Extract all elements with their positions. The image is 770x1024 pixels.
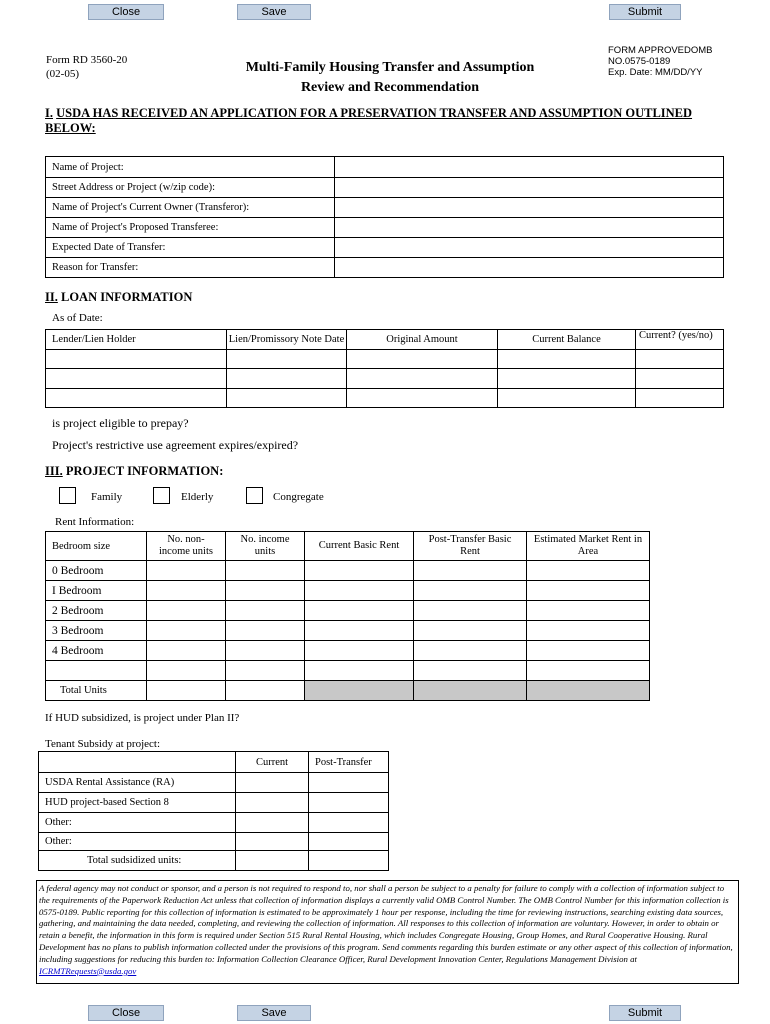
loan-cell[interactable] (347, 350, 498, 369)
rent-cell[interactable] (414, 621, 527, 641)
total-subsidized-current[interactable] (236, 851, 309, 871)
col-income-units: No. income units (226, 532, 305, 561)
rent-cell[interactable] (527, 621, 650, 641)
rent-cell[interactable] (147, 661, 226, 681)
project-name-field[interactable] (335, 157, 724, 178)
rent-cell[interactable] (414, 581, 527, 601)
submit-button-bottom[interactable]: Submit (609, 1005, 681, 1021)
subsidy-cell[interactable] (236, 813, 309, 833)
rent-row-label: 0 Bedroom (46, 561, 147, 581)
approved-line-1: FORM APPROVEDOMB (608, 45, 713, 56)
email-link[interactable]: ICRMTRequests@usda.gov (39, 965, 137, 976)
loan-cell[interactable] (227, 389, 347, 408)
project-info-table (45, 156, 724, 278)
rent-row-label: I Bedroom (46, 581, 147, 601)
rent-cell[interactable] (147, 641, 226, 661)
label-proposed-transferee: Name of Project's Proposed Transferee: (46, 218, 335, 238)
rent-cell[interactable] (226, 561, 305, 581)
label-transfer-date: Expected Date of Transfer: (46, 238, 335, 258)
form-date: (02-05) (46, 68, 79, 80)
loan-cell[interactable] (498, 389, 636, 408)
loan-cell[interactable] (636, 369, 724, 389)
section-1-heading (45, 106, 735, 136)
loan-cell[interactable] (46, 389, 227, 408)
total-units-label: Total Units (46, 681, 147, 701)
elderly-checkbox[interactable] (153, 487, 170, 504)
rent-cell[interactable] (226, 641, 305, 661)
section-2-number: II. (45, 290, 58, 304)
section-3-number: III. (45, 464, 63, 478)
tenant-subsidy-label: Tenant Subsidy at project: (45, 738, 161, 750)
rent-cell[interactable] (527, 561, 650, 581)
subsidy-cell[interactable] (309, 793, 389, 813)
save-button-bottom[interactable]: Save (237, 1005, 311, 1021)
rent-cell[interactable] (414, 601, 527, 621)
subsidy-cell[interactable] (236, 793, 309, 813)
loan-cell[interactable] (347, 389, 498, 408)
rent-info-label: Rent Information: (55, 516, 135, 528)
section-1-title-line-1: USDA HAS RECEIVED AN APPLICATION FOR A PRESERVATION TRANSFER AND ASSUMPTION OUTLINED (56, 106, 693, 120)
rent-cell[interactable] (147, 561, 226, 581)
loan-cell[interactable] (227, 350, 347, 369)
rent-cell[interactable] (414, 661, 527, 681)
loan-cell[interactable] (46, 350, 227, 369)
col-post-transfer-rent: Post-Transfer Basic Rent (414, 532, 527, 561)
rent-row-label: 3 Bedroom (46, 621, 147, 641)
submit-button[interactable]: Submit (609, 4, 681, 20)
approved-line-2: NO.0575-0189 (608, 56, 671, 67)
subsidy-cell[interactable] (309, 773, 389, 793)
loan-cell[interactable] (347, 369, 498, 389)
title-line-1: Multi-Family Housing Transfer and Assumption (245, 60, 535, 75)
rent-cell[interactable] (147, 621, 226, 641)
subsidy-cell[interactable] (236, 773, 309, 793)
col-lender: Lender/Lien Holder (46, 330, 227, 350)
rent-cell[interactable] (527, 601, 650, 621)
section-2-heading (45, 290, 192, 305)
total-subsidized-label: Total sudsidized units: (39, 851, 236, 871)
grey-cell (305, 681, 414, 701)
eligible-prepay-question: is project eligible to prepay? (52, 416, 189, 430)
rent-cell[interactable] (527, 641, 650, 661)
current-owner-field[interactable] (335, 198, 724, 218)
subsidy-col-current: Current (236, 752, 309, 773)
label-street-address: Street Address or Project (w/zip code): (46, 178, 335, 198)
total-non-income-units[interactable] (147, 681, 226, 701)
rent-cell[interactable] (527, 661, 650, 681)
subsidy-cell[interactable] (309, 813, 389, 833)
as-of-date-label: As of Date: (52, 312, 103, 324)
section-3-title: PROJECT INFORMATION: (65, 464, 224, 478)
loan-cell[interactable] (636, 350, 724, 369)
rent-cell[interactable] (414, 561, 527, 581)
subsidy-row-label: HUD project-based Section 8 (39, 793, 236, 813)
rent-cell[interactable] (147, 601, 226, 621)
transfer-reason-field[interactable] (335, 258, 724, 278)
congregate-label: Congregate (273, 491, 324, 503)
col-current-basic-rent: Current Basic Rent (305, 532, 414, 561)
col-current-yes-no: Current? (yes/no) (636, 330, 724, 350)
rent-table (45, 531, 650, 701)
subsidy-row-label: Other: (39, 833, 236, 851)
rent-cell[interactable] (305, 601, 414, 621)
rent-cell[interactable] (305, 621, 414, 641)
subsidy-row-label: Other: (39, 813, 236, 833)
rent-cell[interactable] (226, 661, 305, 681)
rent-cell[interactable] (305, 661, 414, 681)
rent-cell[interactable] (305, 581, 414, 601)
restrictive-use-question: Project's restrictive use agreement expires/expired? (52, 438, 299, 452)
street-address-field[interactable] (335, 178, 724, 198)
subsidy-cell[interactable] (309, 833, 389, 851)
title-line-2: Review and Recommendation (300, 80, 480, 95)
subsidy-col-post-transfer: Post-Transfer (309, 752, 389, 773)
omb-approval (608, 45, 713, 78)
total-income-units[interactable] (226, 681, 305, 701)
close-button[interactable]: Close (88, 4, 164, 20)
hud-plan-question: If HUD subsidized, is project under Plan II? (45, 712, 240, 724)
rent-cell[interactable] (305, 561, 414, 581)
section-1-title-line-2: BELOW: (45, 121, 96, 135)
subsidy-row-label: USDA Rental Assistance (RA) (39, 773, 236, 793)
grey-cell (414, 681, 527, 701)
rent-cell[interactable] (305, 641, 414, 661)
subsidy-col-blank (39, 752, 236, 773)
col-original-amount: Original Amount (347, 330, 498, 350)
col-bedroom-size: Bedroom size (46, 532, 147, 561)
section-1-number: I. (45, 106, 53, 120)
paperwork-reduction-notice (36, 880, 739, 984)
loan-cell[interactable] (498, 350, 636, 369)
rent-cell[interactable] (226, 581, 305, 601)
loan-table (45, 329, 724, 408)
rent-cell[interactable] (414, 641, 527, 661)
section-2-title: LOAN INFORMATION (60, 290, 193, 304)
elderly-label: Elderly (181, 491, 214, 503)
loan-cell[interactable] (636, 389, 724, 408)
family-checkbox[interactable] (59, 487, 76, 504)
family-label: Family (91, 491, 123, 503)
rent-cell[interactable] (147, 581, 226, 601)
close-button-bottom[interactable]: Close (88, 1005, 164, 1021)
page-title (210, 58, 570, 98)
rent-row-label (46, 661, 147, 681)
save-button[interactable]: Save (237, 4, 311, 20)
grey-cell (527, 681, 650, 701)
col-note-date: Lien/Promissory Note Date (227, 330, 347, 350)
label-project-name: Name of Project: (46, 157, 335, 178)
rent-row-label: 4 Bedroom (46, 641, 147, 661)
form-number: Form RD 3560-20 (46, 54, 128, 66)
rent-cell[interactable] (226, 601, 305, 621)
total-subsidized-post[interactable] (309, 851, 389, 871)
subsidy-table (38, 751, 389, 871)
rent-cell[interactable] (527, 581, 650, 601)
transfer-date-field[interactable] (335, 238, 724, 258)
approved-line-3: Exp. Date: MM/DD/YY (608, 67, 703, 78)
col-market-rent: Estimated Market Rent in Area (527, 532, 650, 561)
congregate-checkbox[interactable] (246, 487, 263, 504)
col-current-balance: Current Balance (498, 330, 636, 350)
loan-cell[interactable] (227, 369, 347, 389)
label-current-owner: Name of Project's Current Owner (Transferor): (46, 198, 335, 218)
col-non-income-units: No. non-income units (147, 532, 226, 561)
subsidy-cell[interactable] (236, 833, 309, 851)
loan-cell[interactable] (46, 369, 227, 389)
proposed-transferee-field[interactable] (335, 218, 724, 238)
section-3-heading (45, 464, 223, 479)
rent-cell[interactable] (226, 621, 305, 641)
rent-row-label: 2 Bedroom (46, 601, 147, 621)
notice-text: A federal agency may not conduct or sponsor, and a person is not required to respond to, nor shall a person be subject to a penalty for failure to comply with a collection of information subject to the requirements of the Paperwork Reduction Act unless that collection of information displays a currently valid OMB Control Number. The OMB Control Number for this information collection is 0575-0189. Public reporting for this collection of information is estimated to be approximately 1 hour per response, including the time for reviewing instructions, searching existing data sources, gathering, and maintaining the data needed, completing, and reviewing the collection of information. All responses to this collection of information are voluntary. However, in order to obtain or retain a benefit, the information in this form is required under Section 515 Rural Rental Housing, which includes Congregate Housing, Group Homes, and Rural Cooperative Housing. Rural Development has no plans to publish information collected under the provisions of this program. Send comments regarding this burden estimate or any other aspect of this collection of information, including suggestions for reducing this burden to: Information Collection Clearance Officer, Rural Development Innovation Center, Regulations Management Division at (39, 883, 733, 964)
label-transfer-reason: Reason for Transfer: (46, 258, 335, 278)
loan-cell[interactable] (498, 369, 636, 389)
